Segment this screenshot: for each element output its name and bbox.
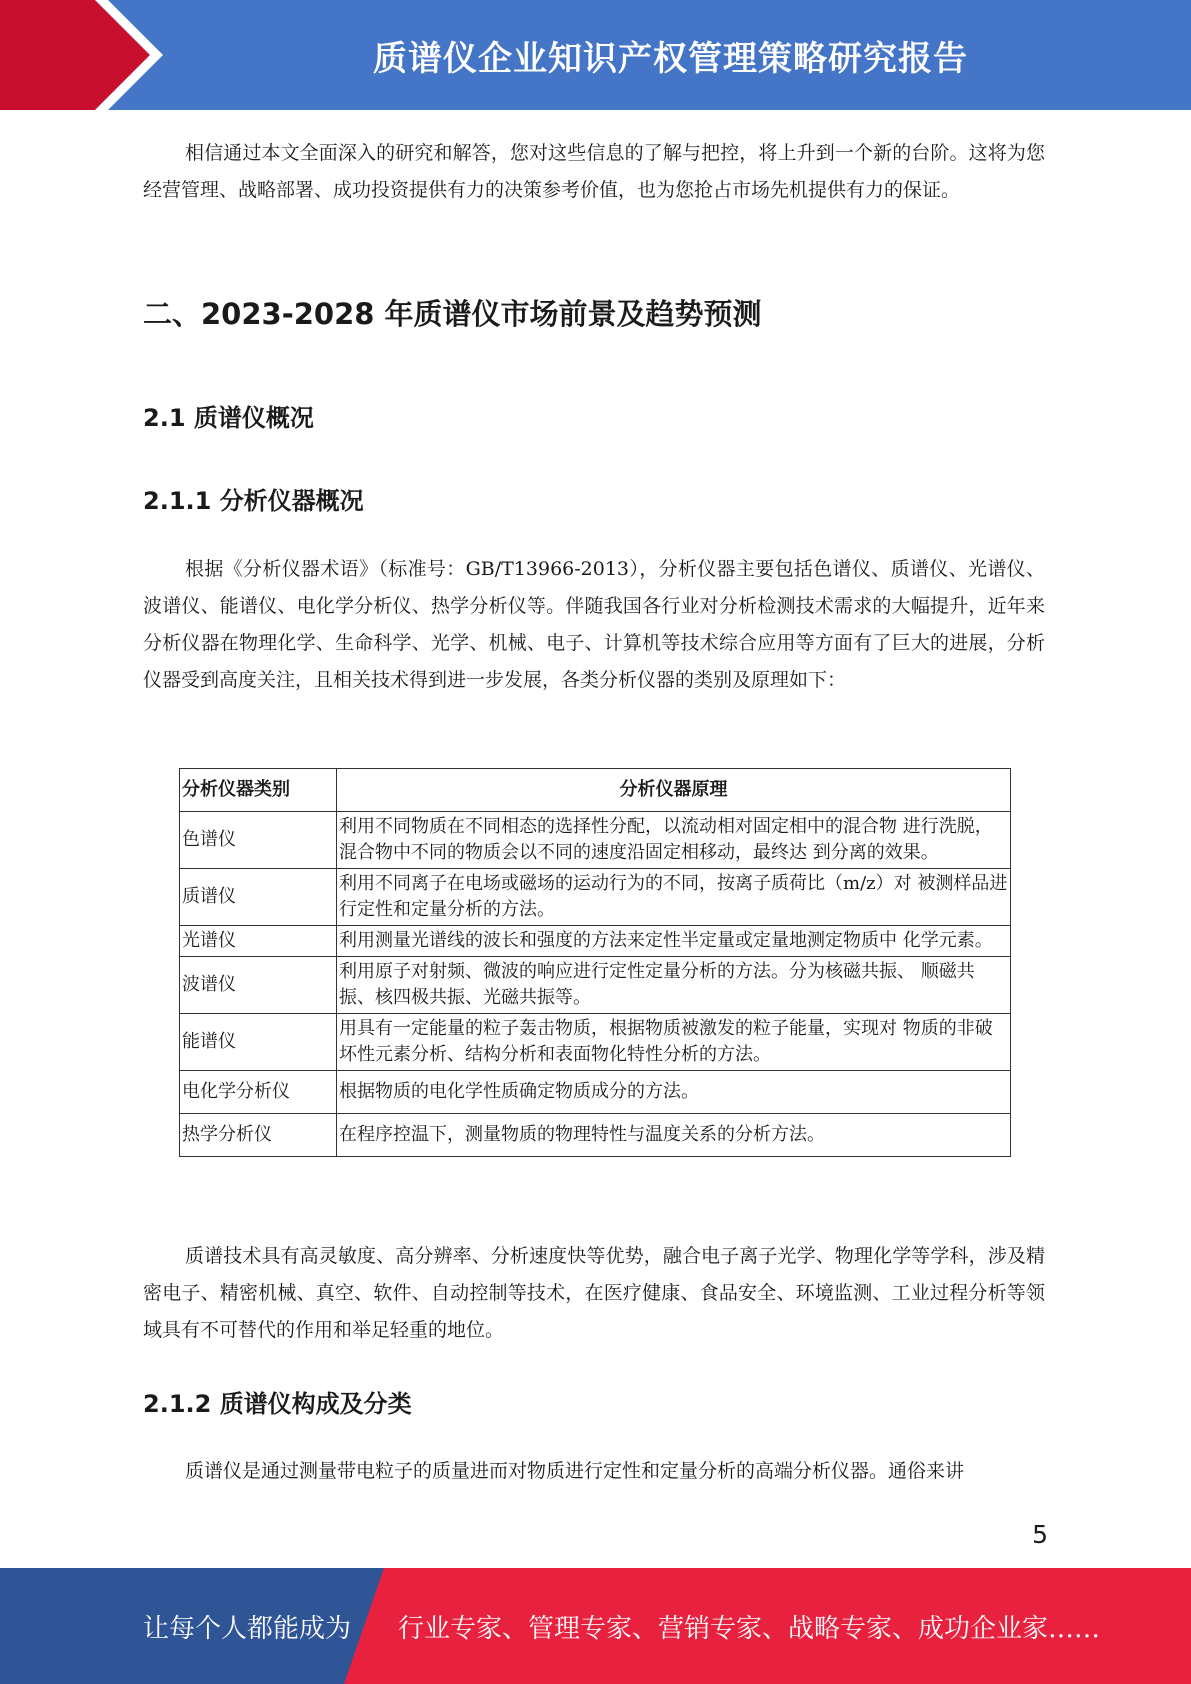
page-header — [0, 0, 1191, 110]
page-footer — [0, 1568, 1191, 1684]
intro-paragraph: 相信通过本文全面深入的研究和解答，您对这些信息的了解与把控，将上升到一个新的台阶。这将为您经营管理、战略部署、成功投资提供有力的决策参考价值，也为您抢占市场先机提供有力的保证。 — [143, 142, 1045, 201]
category-cell: 光谱仪 — [180, 926, 337, 957]
principle-cell: 在程序控温下，测量物质的物理特性与温度关系的分析方法。 — [337, 1114, 1011, 1157]
table-header-row — [180, 769, 1011, 812]
overview-paragraph: 根据《分析仪器术语》（标准号：GB/T13966-2013），分析仪器主要包括色谱仪、质谱仪、光谱仪、波谱仪、能谱仪、电化学分析仪、热学分析仪等。伴随我国各行业对分析检测技术需求的大幅提升，近年来分析仪器在物理化学、生命科学、光学、机械、电子、计算机等技术综合应用等方面有了巨大的进展，分析仪器受到高度关注，且相关技术得到进一步发展，各类分析仪器的类别及原理如下： — [143, 558, 1045, 691]
column-header-category: 分析仪器类别 — [180, 769, 337, 812]
category-cell: 波谱仪 — [180, 957, 337, 1014]
table-row — [180, 926, 1011, 957]
page-number: 5 — [1032, 1520, 1048, 1549]
principle-cell: 利用不同物质在不同相态的选择性分配，以流动相对固定相中的混合物 进行洗脱，混合物中不同的物质会以不同的速度沿固定相移动，最终达 到分离的效果。 — [337, 812, 1011, 869]
instrument-table — [179, 768, 1011, 1157]
mass-spec-technology-section — [143, 1238, 1045, 1349]
category-cell: 能谱仪 — [180, 1014, 337, 1071]
mass-spec-technology-paragraph: 质谱技术具有高灵敏度、高分辨率、分析速度快等优势，融合电子离子光学、物理化学等学科，涉及精密电子、精密机械、真空、软件、自动控制等技术，在医疗健康、食品安全、环境监测、工业过程分析等领域具有不可替代的作用和举足轻重的地位。 — [143, 1245, 1045, 1341]
table-row — [180, 869, 1011, 926]
report-title: 质谱仪企业知识产权管理策略研究报告 — [373, 38, 968, 79]
principle-cell: 利用不同离子在电场或磁场的运动行为的不同，按离子质荷比（m/z）对 被测样品进行定性和定量分析的方法。 — [337, 869, 1011, 926]
footer-slogan-left: 让每个人都能成为 — [143, 1613, 352, 1644]
category-cell: 热学分析仪 — [180, 1114, 337, 1157]
category-cell: 电化学分析仪 — [180, 1071, 337, 1114]
subsection-heading-2-1: 2.1 质谱仪概况 — [143, 404, 314, 432]
principle-cell: 利用测量光谱线的波长和强度的方法来定性半定量或定量地测定物质中 化学元素。 — [337, 926, 1011, 957]
category-cell: 质谱仪 — [180, 869, 337, 926]
table-row — [180, 1071, 1011, 1114]
table-row — [180, 1114, 1011, 1157]
composition-section — [143, 1453, 1045, 1490]
column-header-principle: 分析仪器原理 — [337, 769, 1011, 812]
subsection-heading-2-1-1: 2.1.1 分析仪器概况 — [143, 487, 364, 515]
subsection-heading-2-1-2: 2.1.2 质谱仪构成及分类 — [143, 1390, 412, 1418]
composition-paragraph: 质谱仪是通过测量带电粒子的质量进而对物质进行定性和定量分析的高端分析仪器。通俗来讲 — [185, 1460, 965, 1482]
analysis-instrument-overview — [143, 551, 1045, 699]
principle-cell: 用具有一定能量的粒子轰击物质，根据物质被激发的粒子能量，实现对 物质的非破坏性元素分析、结构分析和表面物化特性分析的方法。 — [337, 1014, 1011, 1071]
section-heading: 二、2023-2028 年质谱仪市场前景及趋势预测 — [143, 297, 762, 331]
intro-section — [143, 135, 1045, 209]
table-row — [180, 1014, 1011, 1071]
category-cell: 色谱仪 — [180, 812, 337, 869]
table-row — [180, 957, 1011, 1014]
footer-slogan-right: 行业专家、管理专家、营销专家、战略专家、成功企业家…… — [398, 1613, 1101, 1644]
table-row — [180, 812, 1011, 869]
principle-cell: 利用原子对射频、微波的响应进行定性定量分析的方法。分为核磁共振、 顺磁共振、核四极共振、光磁共振等。 — [337, 957, 1011, 1014]
principle-cell: 根据物质的电化学性质确定物质成分的方法。 — [337, 1071, 1011, 1114]
